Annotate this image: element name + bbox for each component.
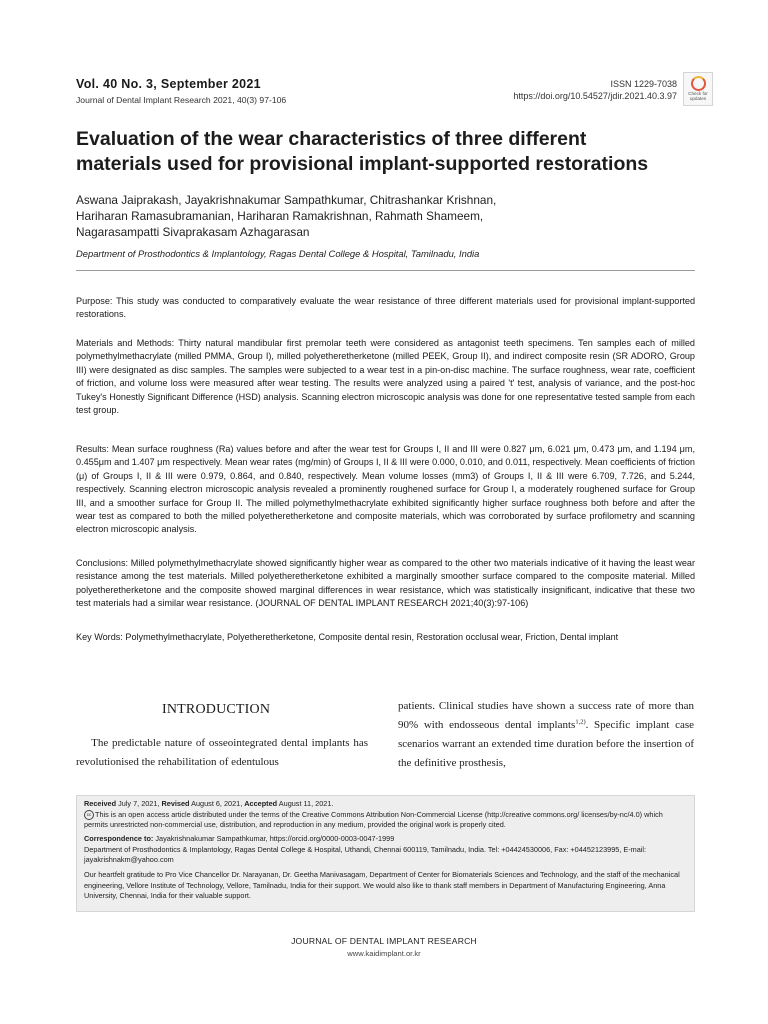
issn: ISSN 1229-7038 <box>610 79 677 89</box>
received-date: July 7, 2021, <box>118 799 160 808</box>
purpose-text: This study was conducted to comparatively evaluate the wear resistance of three different materials used for provisional implant-supported restorations. <box>76 296 695 320</box>
results-text: Mean surface roughness (Ra) values before and after the wear test for Groups I, II and III were 0.827 μm, 6.021 μm, 0.473 μm, and 1.194 μm, 0.455μm and 1.407 μm respectively. Mean wear rates (mg/min) of Groups I, II & III were 0.000, 0.010, and 0.011, respectively. Mean coefficients of friction (μ) of Groups I, II & III were 0.979, 0.864, and 0.840, respectively. Mean volume losses (mm3) of Groups I, II & III were 6.709, 7.726, and 5.244, respectively. Scanning electron microscopic analysis revealed a prominently roughened surface for Group I, a moderately roughened surface for Group III, and a smoother surface for Group II. The milled polymethylmethacrylate exhibited significantly higher surface roughness both before and after the wear test as compared to both the milled polyetheretherketone and composite materials, which was corroborated by surface profilometry and scanning electron microscopic analysis. <box>76 444 695 535</box>
citation: (JOURNAL OF DENTAL IMPLANT RESEARCH 2021;40(3):97-106) <box>255 598 529 609</box>
intro-left-text: The predictable nature of osseointegrated dental implants has revolutionised the rehabilitation of edentulous <box>76 737 368 768</box>
conclusions-label: Conclusions: <box>76 558 129 568</box>
badge-label: Check for updates <box>688 91 708 101</box>
article-title <box>76 127 716 177</box>
article-info-box <box>76 795 695 912</box>
abstract-methods <box>76 337 695 417</box>
correspondence-label: Correspondence to: <box>84 834 154 843</box>
check-updates-icon <box>691 76 706 91</box>
correspondence <box>84 834 684 866</box>
check-for-updates-badge[interactable] <box>683 72 713 106</box>
keywords-label: Key Words: <box>76 632 123 642</box>
volume-info: Vol. 40 No. 3, September 2021 <box>76 77 261 91</box>
abstract-keywords <box>76 631 695 644</box>
revised-label: Revised <box>161 799 190 808</box>
authors-line-2: Hariharan Ramasubramanian, Hariharan Ramakrishnan, Rahmath Shameem, <box>76 209 484 224</box>
dates-and-license <box>84 799 684 831</box>
title-line-1: Evaluation of the wear characteristics of three different <box>76 128 587 150</box>
authors-line-1: Aswana Jaiprakash, Jayakrishnakumar Sampathkumar, Chitrashankar Krishnan, <box>76 193 497 207</box>
conclusions-text: Milled polymethylmethacrylate showed significantly higher wear as compared to the other two materials indicative of it having the least wear resistance among the test materials. Milled polyetheretherketone exhibited a marginally smoother surface compared to the composite material. Milled polyetheretherketone and the composite showed marginal differences in wear resistance, which was statistically insignificant, indicative that these two test materials had a similar wear resistance. <box>76 558 695 609</box>
journal-reference: Journal of Dental Implant Research 2021, 40(3) 97-106 <box>76 95 287 105</box>
abstract-purpose <box>76 295 695 322</box>
introduction-heading: INTRODUCTION <box>162 702 271 717</box>
doi-link[interactable]: https://doi.org/10.54527/jdir.2021.40.3.97 <box>513 91 677 101</box>
intro-left-column <box>76 734 368 772</box>
abstract-conclusions <box>76 557 695 611</box>
author-list <box>76 192 696 241</box>
correspondence-text: Jayakrishnakumar Sampathkumar, https://orcid.org/0000-0003-0047-1999 <box>155 834 395 843</box>
results-label: Results: <box>76 444 109 454</box>
intro-right-column <box>398 697 694 773</box>
accepted-date: August 11, 2021. <box>278 799 334 808</box>
methods-text: Thirty natural mandibular first premolar teeth were considered as antagonist teeth specimens. Ten samples each of milled polymethylmethacrylate (milled PMMA, Group I), milled polyetheretherketone (milled PEEK, Group II), and indirect composite resin (SR ADORO, Group III) were designated as disc samples. The samples were subjected to a wear test in a pin-on-disc machine. The surface roughness, wear rate, coefficient of friction, and volume loss were measured after wear testing. The results were analyzed using a paired 't' test, analysis of variance, and the post-hoc Tukey's Honestly Significant Difference (HSD) analysis. Scanning electron microscopic analysis was done for one representative tested sample from each test group. <box>76 338 695 416</box>
accepted-label: Accepted <box>244 799 278 808</box>
authors-line-3: Nagarasampatti Sivaprakasam Azhagarasan <box>76 225 310 240</box>
footer-journal: JOURNAL OF DENTAL IMPLANT RESEARCH <box>291 936 477 946</box>
divider <box>76 270 695 271</box>
keywords-text: Polymethylmethacrylate, Polyetheretherketone, Composite dental resin, Restoration occlusal wear, Friction, Dental implant <box>125 632 619 642</box>
acknowledgement: Our heartfelt gratitude to Pro Vice Chancellor Dr. Narayanan, Dr. Geetha Manivasagam, Department of Center for Biomaterials Sciences and Technology, and the staff of the mechanical engineering, Vellore Institute of Technology, Vellore, Tamilnadu, India for their support. We would also like to thank staff members in Department of Manufacturing Engineering, Anna University, Chennai, India for their valuable support. <box>84 870 680 900</box>
creative-commons-icon: cc <box>84 810 94 820</box>
footer-url[interactable]: www.kaidimplant.or.kr <box>347 949 421 958</box>
title-line-2: materials used for provisional implant-supported restorations <box>76 153 649 175</box>
intro-right-text-a: patients. Clinical studies have shown a success rate of more than 90% with endosseous dental implants <box>398 700 694 731</box>
correspondence-address: Department of Prosthodontics & Implantology, Ragas Dental College & Hospital, Uthandi, Chennai 600119, Tamilnadu, India. Tel: +04424530006, Fax: +04452123995, E-mail: jayakrishnakm@yahoo.com <box>84 844 647 864</box>
methods-label: Materials and Methods: <box>76 338 175 348</box>
received-label: Received <box>84 799 117 808</box>
abstract-results <box>76 443 695 537</box>
revised-date: August 6, 2021, <box>191 799 243 808</box>
purpose-label: Purpose: <box>76 296 113 306</box>
license-text: This is an open access article distributed under the terms of the Creative Commons Attribution Non-Commercial License (http://creative commons.org/ licenses/by-nc/4.0) which permits unrestricted non-commercial use, distribution, and reproduction in any medium, provided the original work is properly cited. <box>84 809 663 829</box>
reference-citation[interactable]: 1,2) <box>575 718 586 726</box>
intro-right-text-b: . Specific implant case scenarios warrant an extended time duration before the insertion of the definitive prosthesis, <box>398 719 694 769</box>
affiliation: Department of Prosthodontics & Implantology, Ragas Dental College & Hospital, Tamilnadu, India <box>76 248 480 259</box>
